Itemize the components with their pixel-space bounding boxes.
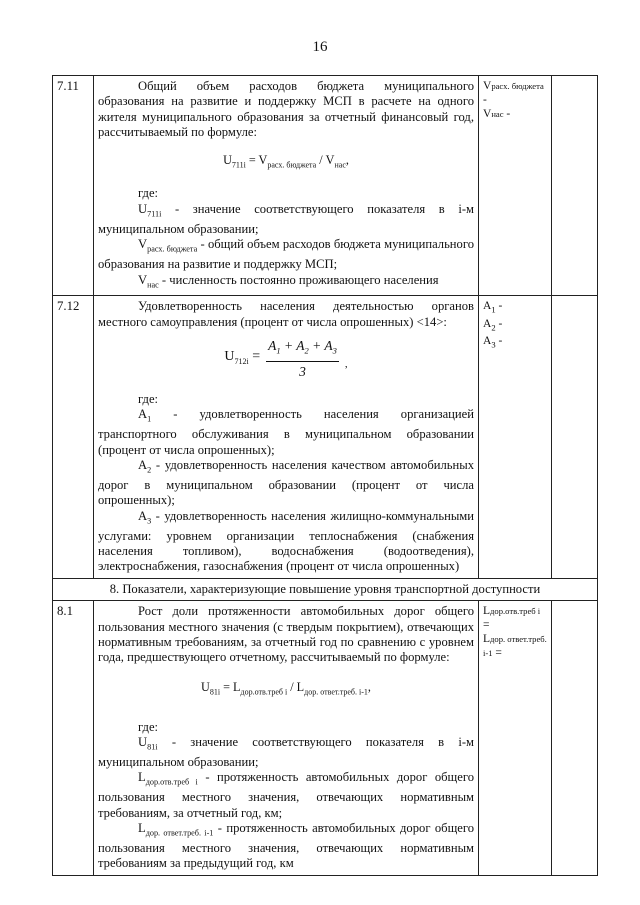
row-number: 7.12 [53, 296, 94, 578]
indicator-description [94, 296, 479, 578]
definition: $L_{дор.отв.треб i}$ - протяженность автомобильных дорог общего пользования местного значения, отвечающих нормативным требованиям, за отчетный год, км; [98, 770, 474, 820]
indicator-formula: $U_{712i}$ = $\frac{A_1 + A_2 + A_3}{3}$ , [224, 338, 348, 380]
page-number: 16 [312, 39, 328, 55]
table-row-8-1 [53, 601, 598, 876]
empty-cell [552, 76, 598, 296]
row-number: 8.1 [53, 601, 94, 876]
table-row-7-11 [53, 76, 598, 296]
table-row-7-12 [53, 296, 598, 578]
indicators-table [52, 75, 598, 876]
variables-cell: $A_1$ - $A_2$ - $A_3$ - [479, 296, 552, 578]
variables-cell: Lдор.отв.треб i = Lдор. ответ.треб. i-1 = [479, 601, 552, 876]
definition: $V_{расх. бюджета}$ - общий объем расходов бюджета муниципального образования на развитие и поддержку МСП; [98, 237, 474, 272]
definition: $A_1$ - удовлетворенность населения организацией транспортного обслуживания в муниципальном образовании (процент от числа опрошенных); [98, 407, 474, 457]
indicator-text: Общий объем расходов бюджета муниципального образования на развитие и поддержку МСП в расчете на одного жителя муниципального образования за отчетный финансовый год, рассчитываемый по формуле: [98, 79, 474, 140]
indicator-formula: $U_{711i} = V_{расх. бюджета} / V_{нас}$, [223, 152, 349, 170]
indicator-text: Рост доли протяженности автомобильных дорог общего пользования местного значения (с твердым покрытием), отвечающих нормативным требованиям, за отчетный год по сравнению с уровнем года, предшествующего отчетному, рассчитываемый по формуле: [98, 604, 474, 665]
indicator-description [94, 76, 479, 296]
empty-cell [552, 601, 598, 876]
indicator-description [94, 601, 479, 876]
definition: $U_{81i}$ - значение соответствующего показателя в i-м муниципальном образовании; [98, 735, 474, 769]
where-label: где: [138, 186, 159, 201]
section-title: 8. Показатели, характеризующие повышение уровня транспортной доступности [53, 578, 598, 600]
definition: $A_2$ - удовлетворенность населения качеством автомобильных дорог в муниципальном образовании (процент от числа опрошенных); [98, 457, 474, 508]
indicator-text: Удовлетворенность населения деятельностью органов местного самоуправления (процент от числа опрошенных) <14>: [98, 299, 474, 329]
section-header-row [53, 578, 598, 600]
row-number: 7.11 [53, 76, 94, 296]
definition: $U_{711i}$ - значение соответствующего показателя в i-м муниципальном образовании; [98, 201, 474, 236]
definition: $V_{нас}$ - численность постоянно проживающего населения [138, 272, 439, 290]
definition: $L_{дор. ответ.треб. i-1}$ - протяженность автомобильных дорог общего пользования местного значения, отвечающих нормативным требованиям за предыдущий год, км [98, 821, 475, 871]
indicator-formula: $U_{81i} = L_{дор.отв.треб i} / L_{дор. ответ.треб. i-1}$, [201, 679, 371, 697]
empty-cell [552, 296, 598, 578]
definition: $A_3$ - удовлетворенность населения жилищно-коммунальными услугами: уровнем организации теплоснабжения (снабжения населения топливом), водоснабжения (водоотведения), электроснабжения, газоснабжения (процент от числа опрошенных) [98, 508, 474, 574]
variables-cell: Vрасх. бюджета - Vнас - [479, 76, 552, 296]
where-label: где: [138, 719, 159, 734]
where-label: где: [138, 391, 159, 406]
